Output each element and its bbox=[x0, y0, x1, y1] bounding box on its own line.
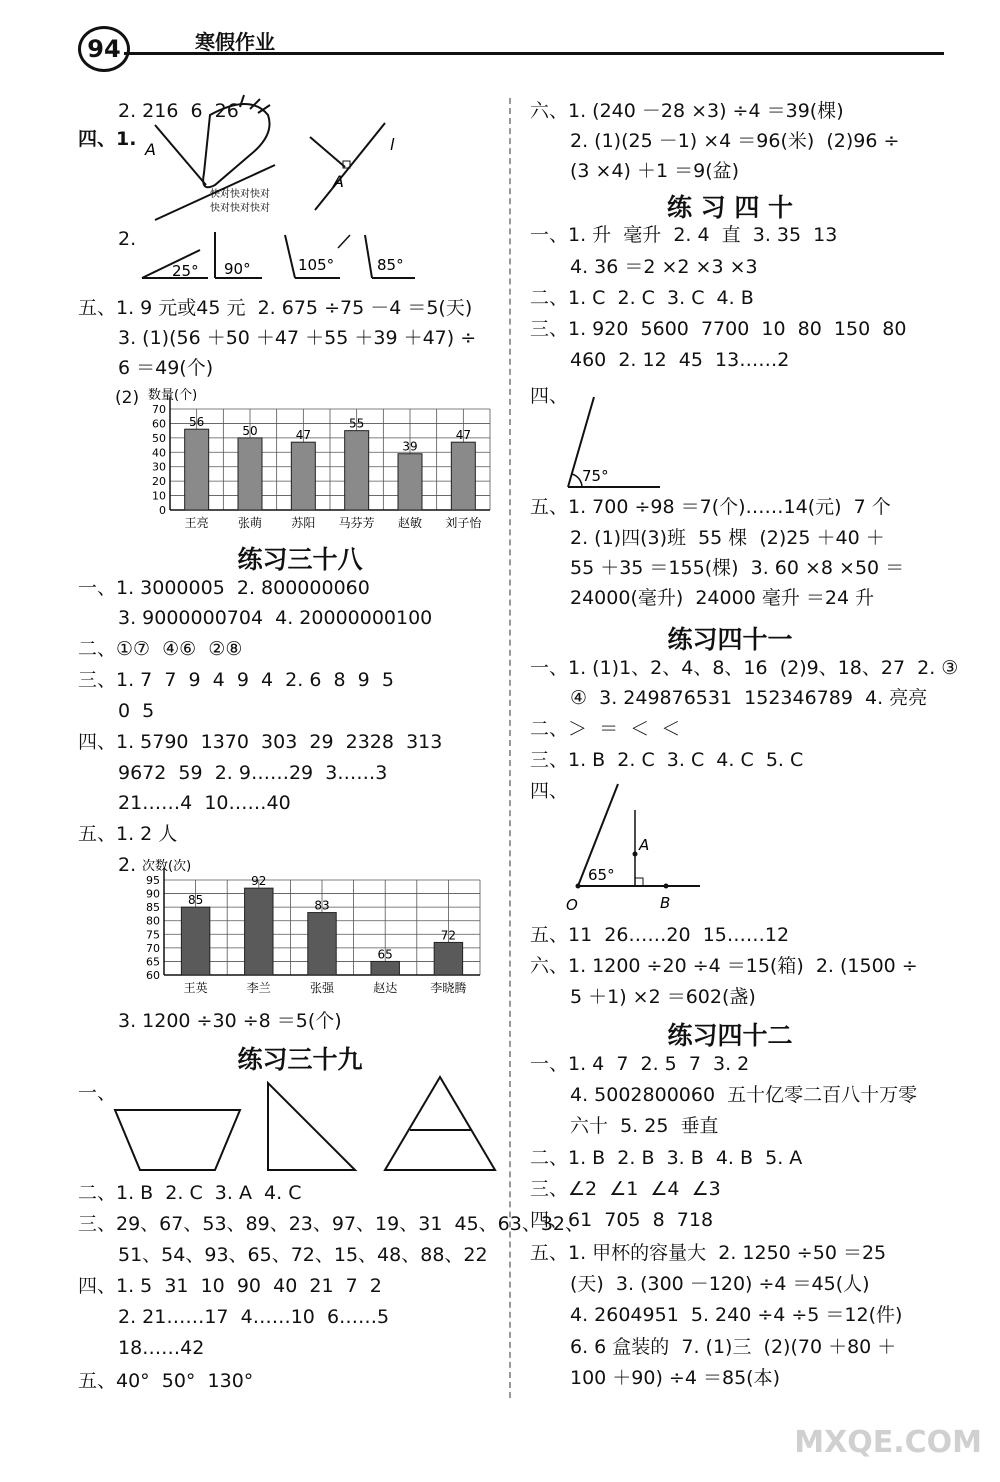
answer-line: 六、1. (240 －28 ×3) ÷4 ＝39(棵) bbox=[530, 100, 844, 122]
answer-line: 四、1. 5 31 10 90 40 21 7 2 bbox=[78, 1275, 382, 1297]
y-tick-label: 80 bbox=[146, 914, 160, 928]
answer-line: 五、1. 9 元或45 元 2. 675 ÷75 －4 ＝5(天) bbox=[78, 297, 473, 319]
y-tick-label: 0 bbox=[159, 504, 166, 517]
x-tick-label: 苏阳 bbox=[291, 516, 316, 530]
answer-line: 2. bbox=[118, 854, 137, 876]
data-label: 85 bbox=[187, 893, 204, 908]
answer-line: 三、1. 7 7 9 4 9 4 2. 6 8 9 5 bbox=[78, 669, 394, 691]
answer-line: 0 5 bbox=[118, 700, 155, 722]
label-l: l bbox=[390, 135, 395, 154]
answer-line: 五、1. 2 人 bbox=[78, 823, 178, 845]
bar bbox=[451, 442, 475, 510]
answer-line: 二、1. C 2. C 3. C 4. B bbox=[530, 287, 754, 309]
bar bbox=[185, 429, 209, 510]
data-label: 50 bbox=[242, 423, 258, 438]
y-tick-label: 10 bbox=[152, 489, 166, 503]
answer-line: 460 2. 12 45 13……2 bbox=[570, 349, 790, 371]
x-tick-label: 李兰 bbox=[246, 981, 271, 995]
angle-label: 75° bbox=[582, 467, 609, 485]
angle-label: 90° bbox=[224, 260, 251, 278]
figure-4-1 bbox=[140, 95, 400, 225]
section-title-41: 练习四十一 bbox=[667, 625, 793, 654]
answer-line: 一、1. (1)1、2、4、8、16 (2)9、18、27 2. ③ bbox=[530, 657, 959, 679]
figure-caption: 快对快对快对 bbox=[210, 189, 270, 200]
y-tick-label: 70 bbox=[146, 941, 160, 955]
answer-line: 六、1. 1200 ÷20 ÷4 ＝15(箱) 2. (1500 ÷ bbox=[530, 955, 918, 977]
angle-label: 85° bbox=[377, 256, 404, 274]
answer-line: 100 ＋90) ÷4 ＝85(本) bbox=[570, 1367, 780, 1389]
answer-line: 三、29、67、53、89、23、97、19、31 45、63、32、 bbox=[78, 1213, 585, 1235]
watermark: MXQE.COM bbox=[794, 1425, 982, 1460]
header-title: 寒假作业 bbox=[195, 30, 275, 54]
angle-label: 105° bbox=[298, 256, 335, 274]
answer-line: 二、＞ ＝ ＜ ＜ bbox=[530, 718, 681, 740]
data-label: 83 bbox=[314, 898, 330, 913]
answer-line: 四、61 705 8 718 bbox=[530, 1209, 714, 1231]
answer-line: 一、1. 升 毫升 2. 4 直 3. 35 13 bbox=[530, 224, 838, 246]
bar bbox=[308, 913, 336, 975]
answer-line: 二、1. B 2. C 3. A 4. C bbox=[78, 1182, 302, 1204]
bar bbox=[181, 907, 209, 975]
answer-line: 6 ＝49(个) bbox=[118, 357, 214, 379]
data-label: 65 bbox=[377, 947, 393, 962]
section-title-39: 练习三十九 bbox=[237, 1045, 363, 1074]
y-tick-label: 65 bbox=[146, 955, 160, 969]
label-b: B bbox=[660, 894, 671, 912]
figure-caption: 快对快对快对 bbox=[210, 203, 270, 214]
answer-line: ④ 3. 249876531 152346789 4. 亮亮 bbox=[570, 687, 928, 709]
figure-shapes bbox=[110, 1075, 500, 1175]
figure-angle-75 bbox=[560, 395, 670, 495]
answer-line: 2. 216 6 26 bbox=[118, 100, 239, 122]
bar bbox=[238, 438, 262, 510]
data-label: 55 bbox=[349, 416, 365, 431]
answer-line: (天) 3. (300 －120) ÷4 ＝45(人) bbox=[570, 1273, 870, 1295]
y-tick-label: 60 bbox=[146, 969, 160, 982]
y-tick-label: 95 bbox=[146, 874, 160, 887]
answer-line: 二、1. B 2. B 3. B 4. B 5. A bbox=[530, 1147, 803, 1169]
y-tick-label: 30 bbox=[152, 460, 166, 474]
y-tick-label: 50 bbox=[152, 431, 166, 445]
y-tick-label: 75 bbox=[146, 928, 160, 942]
bar-chart-count bbox=[140, 852, 500, 1007]
answer-line: 2. (1)(25 －1) ×4 ＝96(米) (2)96 ÷ bbox=[570, 130, 900, 152]
y-tick-label: 20 bbox=[152, 475, 166, 489]
x-tick-label: 张萌 bbox=[237, 516, 263, 530]
x-tick-label: 王亮 bbox=[184, 516, 209, 530]
answer-line: 51、54、93、65、72、15、48、88、22 bbox=[118, 1244, 488, 1266]
bar bbox=[245, 888, 273, 975]
page-number: 94 bbox=[78, 26, 130, 72]
y-tick-label: 70 bbox=[152, 403, 166, 416]
angle-label: 65° bbox=[588, 866, 615, 884]
y-tick-label: 85 bbox=[146, 901, 160, 915]
answer-line: 4. 36 ＝2 ×2 ×3 ×3 bbox=[570, 256, 758, 278]
answer-line: 2. (1)四(3)班 55 棵 (2)25 ＋40 ＋ bbox=[570, 527, 885, 549]
data-label: 92 bbox=[251, 874, 267, 889]
x-tick-label: 赵敏 bbox=[397, 516, 423, 530]
answer-line: 3. (1)(56 ＋50 ＋47 ＋55 ＋39 ＋47) ÷ bbox=[118, 327, 477, 349]
y-tick-label: 60 bbox=[152, 417, 166, 431]
answer-line: 五、40° 50° 130° bbox=[78, 1370, 254, 1392]
figure-4-2 bbox=[140, 230, 420, 285]
answer-line: 四、1. bbox=[78, 128, 137, 150]
bar bbox=[291, 442, 315, 510]
label-a: A bbox=[333, 172, 344, 191]
answer-line: 3. 1200 ÷30 ÷8 ＝5(个) bbox=[118, 1010, 342, 1032]
angle-label: 25° bbox=[172, 262, 199, 280]
answer-line: 55 ＋35 ＝155(棵) 3. 60 ×8 ×50 ＝ bbox=[570, 557, 905, 579]
answer-line: 三、1. B 2. C 3. C 4. C 5. C bbox=[530, 749, 804, 771]
answer-line: 5 ＋1) ×2 ＝602(盏) bbox=[570, 986, 756, 1008]
data-label: 56 bbox=[189, 415, 205, 430]
y-axis-label: 次数(次) bbox=[142, 859, 192, 874]
answer-line: 4. 5002800060 五十亿零二百八十万零 bbox=[570, 1084, 918, 1106]
label-a: A bbox=[639, 836, 650, 854]
y-tick-label: 90 bbox=[146, 887, 160, 901]
bar bbox=[434, 942, 462, 975]
answer-line: 二、①⑦ ④⑥ ②⑧ bbox=[78, 638, 243, 660]
bar bbox=[371, 961, 399, 975]
data-label: 39 bbox=[402, 439, 418, 454]
section-title-38: 练习三十八 bbox=[237, 545, 363, 574]
bar bbox=[398, 454, 422, 510]
y-tick-label: 40 bbox=[152, 446, 166, 460]
x-tick-label: 张强 bbox=[309, 981, 335, 995]
answer-line: 四、 bbox=[530, 385, 569, 407]
answer-line: 六十 5. 25 垂直 bbox=[570, 1115, 719, 1137]
answer-line: 9672 59 2. 9……29 3……3 bbox=[118, 762, 388, 784]
answer-line: 2. 21……17 4……10 6……5 bbox=[118, 1306, 390, 1328]
answer-line: 四、 bbox=[530, 780, 569, 802]
column-divider bbox=[509, 98, 511, 1398]
answer-line: 一、1. 3000005 2. 800000060 bbox=[78, 577, 370, 599]
answer-line: (3 ×4) ＋1 ＝9(盆) bbox=[570, 160, 740, 182]
answer-line: 五、11 26……20 15……12 bbox=[530, 924, 790, 946]
answer-line: 五、1. 甲杯的容量大 2. 1250 ÷50 ＝25 bbox=[530, 1242, 887, 1264]
sub-question-label: (2) bbox=[115, 388, 140, 408]
bar-chart-quantity bbox=[140, 385, 500, 535]
section-title-42: 练习四十二 bbox=[667, 1021, 793, 1050]
figure-angle-65 bbox=[560, 780, 710, 915]
answer-line: 21……4 10……40 bbox=[118, 792, 291, 814]
answer-line: 4. 2604951 5. 240 ÷4 ÷5 ＝12(件) bbox=[570, 1304, 903, 1326]
answer-line: 24000(毫升) 24000 毫升 ＝24 升 bbox=[570, 587, 875, 609]
answer-line: 三、∠2 ∠1 ∠4 ∠3 bbox=[530, 1178, 721, 1200]
answer-line: 6. 6 盒装的 7. (1)三 (2)(70 ＋80 ＋ bbox=[570, 1336, 897, 1358]
label-o: O bbox=[566, 896, 578, 914]
answer-line: 四、1. 5790 1370 303 29 2328 313 bbox=[78, 731, 443, 753]
x-tick-label: 赵达 bbox=[373, 981, 398, 995]
answer-line: 18……42 bbox=[118, 1337, 205, 1359]
label-a: A bbox=[145, 140, 156, 159]
y-axis-label: 数量(个) bbox=[148, 388, 198, 403]
x-tick-label: 李晓腾 bbox=[430, 981, 467, 995]
section-title-40: 练 习 四 十 bbox=[666, 193, 794, 222]
data-label: 47 bbox=[455, 428, 471, 443]
data-label: 47 bbox=[295, 428, 311, 443]
answer-line: 五、1. 700 ÷98 ＝7(个)……14(元) 7 个 bbox=[530, 496, 891, 518]
answer-line: 2. bbox=[118, 228, 137, 250]
x-tick-label: 刘子怡 bbox=[445, 516, 482, 530]
x-tick-label: 王英 bbox=[183, 981, 208, 995]
data-label: 72 bbox=[440, 928, 457, 943]
bar bbox=[345, 431, 369, 510]
answer-line: 3. 9000000704 4. 20000000100 bbox=[118, 607, 433, 629]
answer-line: 一、1. 4 7 2. 5 7 3. 2 bbox=[530, 1053, 750, 1075]
x-tick-label: 马芬芳 bbox=[338, 516, 375, 530]
answer-line: 一、 bbox=[78, 1082, 117, 1104]
answer-line: 三、1. 920 5600 7700 10 80 150 80 bbox=[530, 318, 907, 340]
